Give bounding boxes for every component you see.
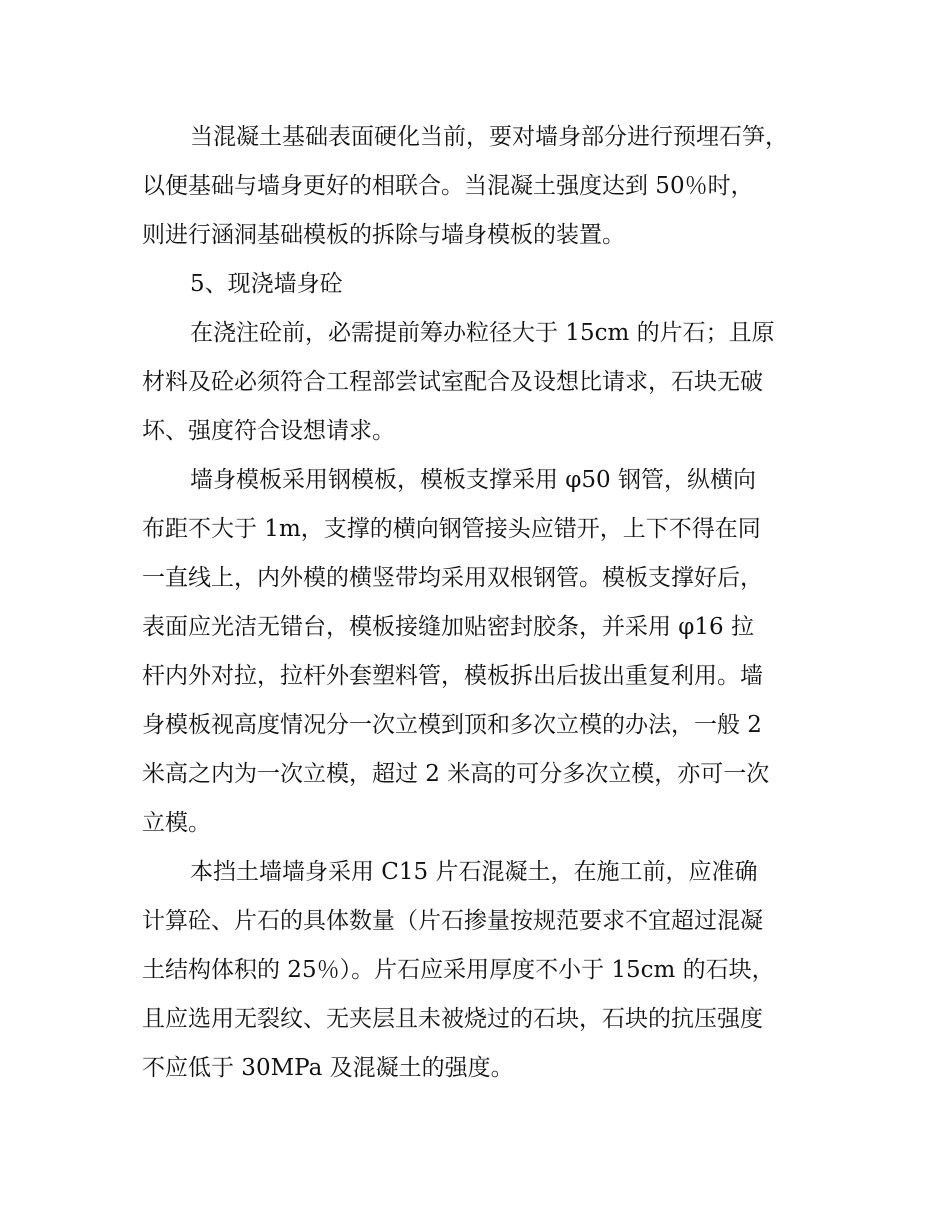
text-line: 材料及砼必须符合工程部尝试室配合及设想比请求，石块无破 (142, 369, 763, 395)
text-line: 本挡土墙墙身采用 C15 片石混凝土，在施工前，应准确 (190, 859, 758, 885)
text-line: 杆内外对拉，拉杆外套塑料管，模板拆出后拔出重复利用。墙 (142, 663, 763, 689)
paragraph-concrete (142, 848, 812, 1093)
text-line: 在浇注砼前，必需提前筹办粒径大于 15cm 的片石；且原 (190, 320, 775, 346)
text-line: 则进行涵洞基础模板的拆除与墙身模板的装置。 (142, 222, 625, 248)
text-line: 布距不大于 1m，支撑的横向钢管接头应错开，上下不得在同 (142, 516, 761, 542)
text-line: 当混凝土基础表面硬化当前，要对墙身部分进行预埋石笋， (190, 124, 788, 150)
text-line: 不应低于 30MPa 及混凝土的强度。 (142, 1055, 514, 1081)
paragraph-materials (142, 309, 812, 456)
text-line: 计算砼、片石的具体数量（片石掺量按规范要求不宜超过混凝 (142, 908, 763, 934)
section-heading (142, 260, 812, 309)
text-line: 表面应光洁无错台，模板接缝加贴密封胶条，并采用 φ16 拉 (142, 614, 754, 640)
text-line: 一直线上，内外模的横竖带均采用双根钢管。模板支撑好后， (142, 565, 763, 591)
paragraph-formwork (142, 456, 812, 848)
text-line: 米高之内为一次立模，超过 2 米高的可分多次立模，亦可一次 (142, 761, 770, 787)
text-line: 以便基础与墙身更好的相联合。当混凝土强度达到 50％时， (142, 173, 754, 199)
text-line: 墙身模板采用钢模板，模板支撑采用 φ50 钢管，纵横向 (190, 467, 756, 493)
text-line: 身模板视高度情况分一次立模到顶和多次立模的办法，一般 2 (142, 712, 762, 738)
text-line: 土结构体积的 25％）。片石应采用厚度不小于 15cm 的石块， (142, 957, 775, 983)
paragraph-foundation (142, 113, 812, 260)
text-line: 坏、强度符合设想请求。 (142, 418, 395, 444)
text-line: 且应选用无裂纹、无夹层且未被烧过的石块，石块的抗压强度 (142, 1006, 763, 1032)
text-line: 立模。 (142, 810, 211, 836)
document-body (142, 113, 812, 1093)
heading-text: 5、现浇墙身砼 (190, 271, 343, 297)
